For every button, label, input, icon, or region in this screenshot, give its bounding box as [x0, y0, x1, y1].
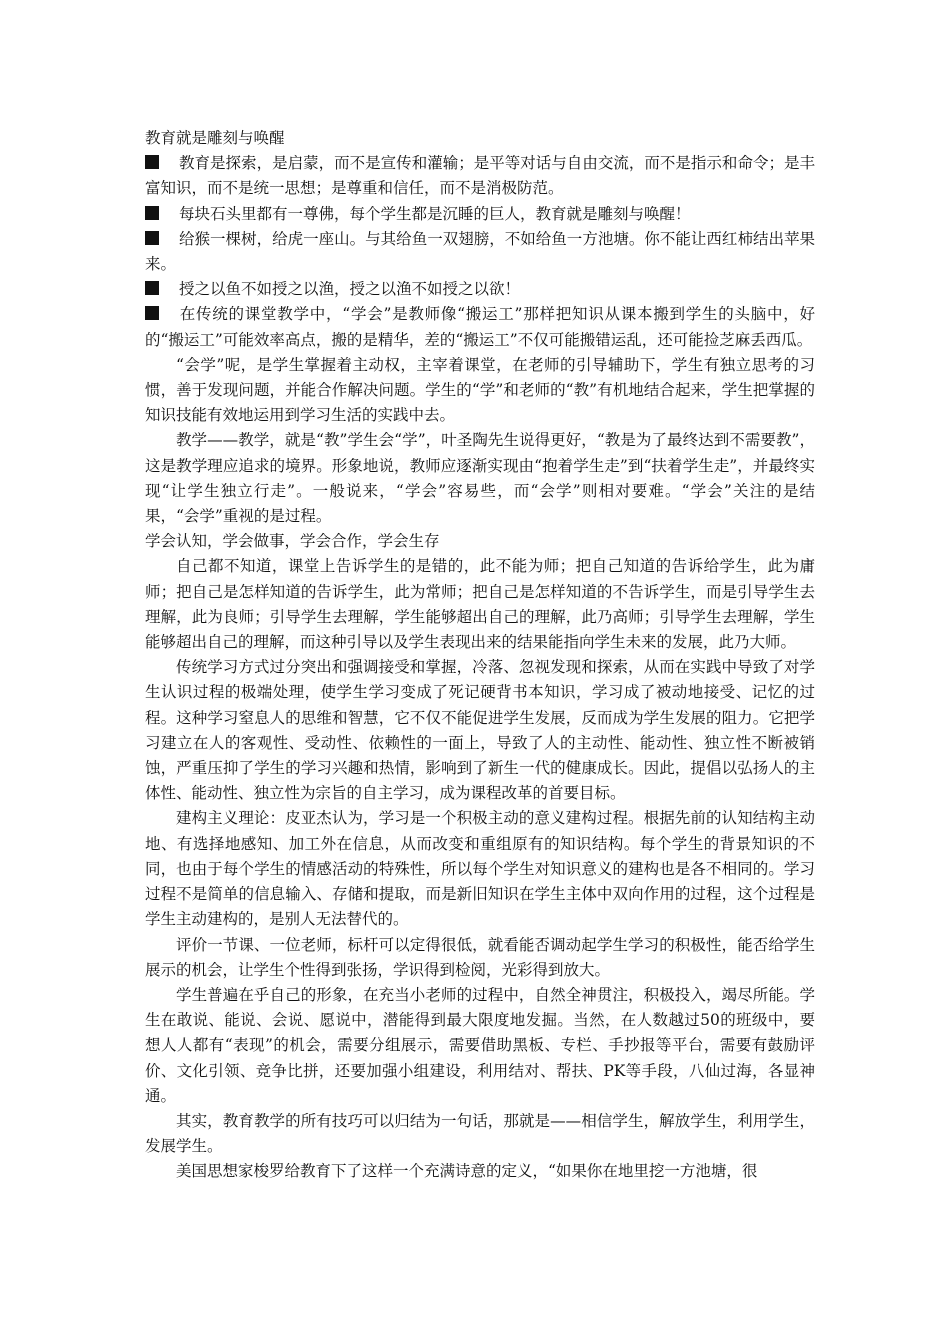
- bullet-item: [145, 227, 815, 277]
- bullet-item: [145, 202, 815, 227]
- bullet-item: [145, 151, 815, 201]
- body-paragraph: “会学”呢，是学生掌握着主动权，主宰着课堂，在老师的引导辅助下，学生有独立思考的习惯，善于发现问题，并能合作解决问题。学生的“学”和老师的“教”有机地结合起来，学生把掌握的知识技能有效地运用到学习生活的实践中去。: [145, 355, 815, 425]
- body-paragraph: 建构主义理论：皮亚杰认为，学习是一个积极主动的意义建构过程。根据先前的认知结构主动地、有选择地感知、加工外在信息，从而改变和重组原有的知识结构。每个学生的背景知识的不同，也由于每个学生的情感活动的特殊性，所以每个学生对知识意义的建构也是各不相同的。学习过程不是简单的信息输入、存储和提取，而是新旧知识在学生主体中双向作用的过程，这个过程是学生主动建构的，是别人无法替代的。: [145, 809, 815, 929]
- square-bullet-icon: [145, 206, 159, 220]
- body-paragraph: 评价一节课、一位老师，标杆可以定得很低，就看能否调动起学生学习的积极性，能否给学生展示的机会，让学生个性得到张扬，学识得到检阅，光彩得到放大。: [145, 935, 815, 979]
- body-paragraph: 自己都不知道，课堂上告诉学生的是错的，此不能为师；把自己知道的告诉给学生，此为庸师；把自己是怎样知道的告诉学生，此为常师；把自己是怎样知道的不告诉学生，而是引导学生去理解，此为良师；引导学生去理解，学生能够超出自己的理解，此乃高师；引导学生去理解，学生能够超出自己的理解，而这种引导以及学生表现出来的结果能指向学生未来的发展，此乃大师。: [145, 557, 815, 652]
- square-bullet-icon: [145, 281, 159, 295]
- square-bullet-icon: [145, 155, 159, 169]
- body-paragraph: 其实，教育教学的所有技巧可以归结为一句话，那就是——相信学生，解放学生，利用学生，发展学生。: [145, 1111, 815, 1156]
- bullet-text: 给猴一棵树，给虎一座山。与其给鱼一双翅膀，不如给鱼一方池塘。你不能让西红柿结出苹果来。: [145, 229, 815, 274]
- body-paragraph: 传统学习方式过分突出和强调接受和掌握，冷落、忽视发现和探索，从而在实践中导致了对学生认识过程的极端处理，使学生学习变成了死记硬背书本知识，学习成了被动地接受、记忆的过程。这种学习窒息人的思维和智慧，它不仅不能促进学生发展，反而成为学生发展的阻力。它把学习建立在人的客观性、受动性、依赖性的一面上，导致了人的主动性、能动性、独立性不断被销蚀，严重压抑了学生的学习兴趣和热情，影响到了新生一代的健康成长。因此，提倡以弘扬人的主体性、能动性、独立性为宗旨的自主学习，成为课程改革的首要目标。: [145, 658, 815, 803]
- bullet-text: 授之以鱼不如授之以渔，授之以渔不如授之以欲！: [179, 280, 521, 299]
- square-bullet-icon: [145, 231, 159, 245]
- square-bullet-icon: [145, 306, 159, 320]
- body-paragraph: 美国思想家梭罗给教育下了这样一个充满诗意的定义，“如果你在地里挖一方池塘，很: [176, 1162, 758, 1181]
- bullet-text: 在传统的课堂教学中，“学会”是教师像“搬运工”那样把知识从课本搬到学生的头脑中，好的“搬运工”可能效率高点，搬的是精华，差的“搬运工”不仅可能搬错运乱，还可能捡芝麻丢西瓜。: [145, 305, 815, 349]
- bullet-text: 每块石头里都有一尊佛，每个学生都是沉睡的巨人，教育就是雕刻与唤醒！: [179, 204, 691, 223]
- bullet-item: [145, 302, 815, 352]
- document-page: [145, 126, 815, 1185]
- body-paragraph: 学生普遍在乎自己的形象，在充当小老师的过程中，自然全神贯注，积极投入，竭尽所能。学生在敢说、能说、会说、愿说中，潜能得到最大限度地发掘。当然，在人数越过50的班级中，要想人人都有“表现”的机会，需要分组展示，需要借助黑板、专栏、手抄报等平台，需要有鼓励评价、文化引领、竞争比拼，还要加强小组建设，利用结对、帮扶、PK等手段，八仙过海，各显神通。: [145, 985, 815, 1105]
- bullet-text: 教育是探索，是启蒙，而不是宣传和灌输；是平等对话与自由交流，而不是指示和命令；是丰富知识，而不是统一思想；是尊重和信任，而不是消极防范。: [145, 154, 815, 198]
- document-title: 教育就是雕刻与唤醒: [145, 129, 285, 147]
- bullet-item: [145, 277, 815, 302]
- body-paragraph: 教学——教学，就是“教”学生会“学”，叶圣陶先生说得更好，“教是为了最终达到不需要教”，这是教学理应追求的境界。形象地说，教师应逐渐实现由“抱着学生走”到“扶着学生走”，并最终实现“让学生独立行走”。一般说来，“学会”容易些，而“会学”则相对要难。“学会”关注的是结果，“会学”重视的是过程。: [145, 431, 815, 526]
- section-heading: 学会认知，学会做事，学会合作，学会生存: [145, 532, 440, 551]
